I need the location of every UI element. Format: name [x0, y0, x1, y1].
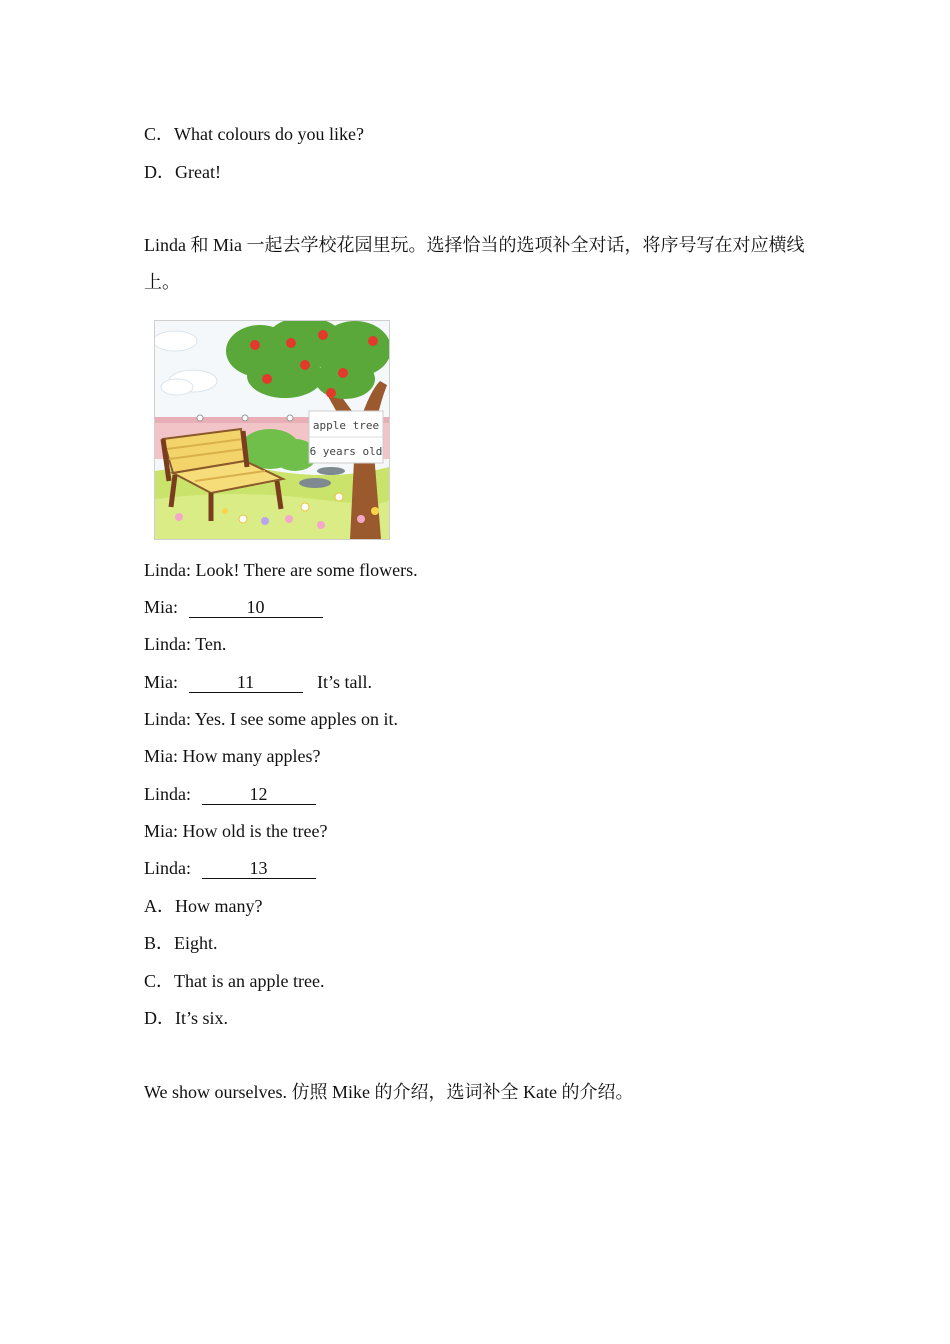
option-letter: C	[144, 124, 157, 144]
line-text: How many apples?	[182, 746, 321, 766]
dialogue-line-3	[144, 632, 226, 656]
dialogue-line-8	[144, 819, 327, 843]
option-text: That is an apple tree.	[174, 971, 325, 991]
prev-option-d: D．Great!	[144, 162, 221, 182]
option-letter: D	[144, 162, 157, 182]
garden-illustration	[154, 320, 390, 540]
answer-blank-11[interactable]: 11	[189, 672, 303, 693]
option-letter: A	[144, 896, 157, 916]
sign-text-name: apple tree	[312, 419, 380, 432]
speaker: Mia:	[144, 597, 178, 617]
option-text: Great!	[175, 162, 221, 182]
speaker: Mia:	[144, 746, 178, 766]
line-text: Ten.	[195, 634, 227, 654]
option-d: D．It’s six.	[144, 1008, 229, 1028]
dialogue-line-7	[144, 782, 316, 806]
garden-scene	[155, 321, 389, 539]
option-b: B．Eight.	[144, 933, 218, 953]
speaker: Mia:	[144, 672, 178, 692]
option-text: What colours do you like?	[174, 124, 364, 144]
answer-blank-10[interactable]: 10	[189, 597, 323, 618]
speaker: Mia:	[144, 821, 178, 841]
option-text: How many?	[175, 896, 263, 916]
speaker: Linda:	[144, 560, 191, 580]
option-a: A．How many?	[144, 896, 263, 916]
sign-text-age: 6 years old	[309, 445, 383, 458]
dialogue-line-2	[144, 595, 323, 619]
line-text: How old is the tree?	[182, 821, 328, 841]
line-text: It’s tall.	[317, 672, 372, 692]
dialogue-line-9	[144, 856, 316, 880]
speaker: Linda:	[144, 784, 191, 804]
option-c: C．That is an apple tree.	[144, 971, 325, 991]
option-letter: B	[144, 933, 157, 953]
option-text: Eight.	[174, 933, 218, 953]
speaker: Linda:	[144, 858, 191, 878]
option-letter: C	[144, 971, 157, 991]
option-letter: D	[144, 1008, 157, 1028]
answer-blank-13[interactable]: 13	[202, 858, 316, 879]
speaker: Linda:	[144, 709, 191, 729]
dialogue-line-5	[144, 707, 398, 731]
line-text: Yes. I see some apples on it.	[194, 709, 398, 729]
next-question-instruction: We show ourselves. 仿照 Mike 的介绍，选词补全 Kate 的介绍。	[144, 1082, 634, 1102]
dialogue-line-4	[144, 670, 372, 694]
question-instruction: Linda 和 Mia 一起去学校花园里玩。选择恰当的选项补全对话，将序号写在对应横线上。	[144, 235, 805, 292]
speaker: Linda:	[144, 634, 191, 654]
line-text: Look! There are some flowers.	[195, 560, 418, 580]
option-text: It’s six.	[175, 1008, 229, 1028]
prev-option-c: C．What colours do you like?	[144, 124, 364, 144]
dialogue-line-6	[144, 744, 320, 768]
dialogue-line-1	[144, 558, 418, 582]
answer-blank-12[interactable]: 12	[202, 784, 316, 805]
